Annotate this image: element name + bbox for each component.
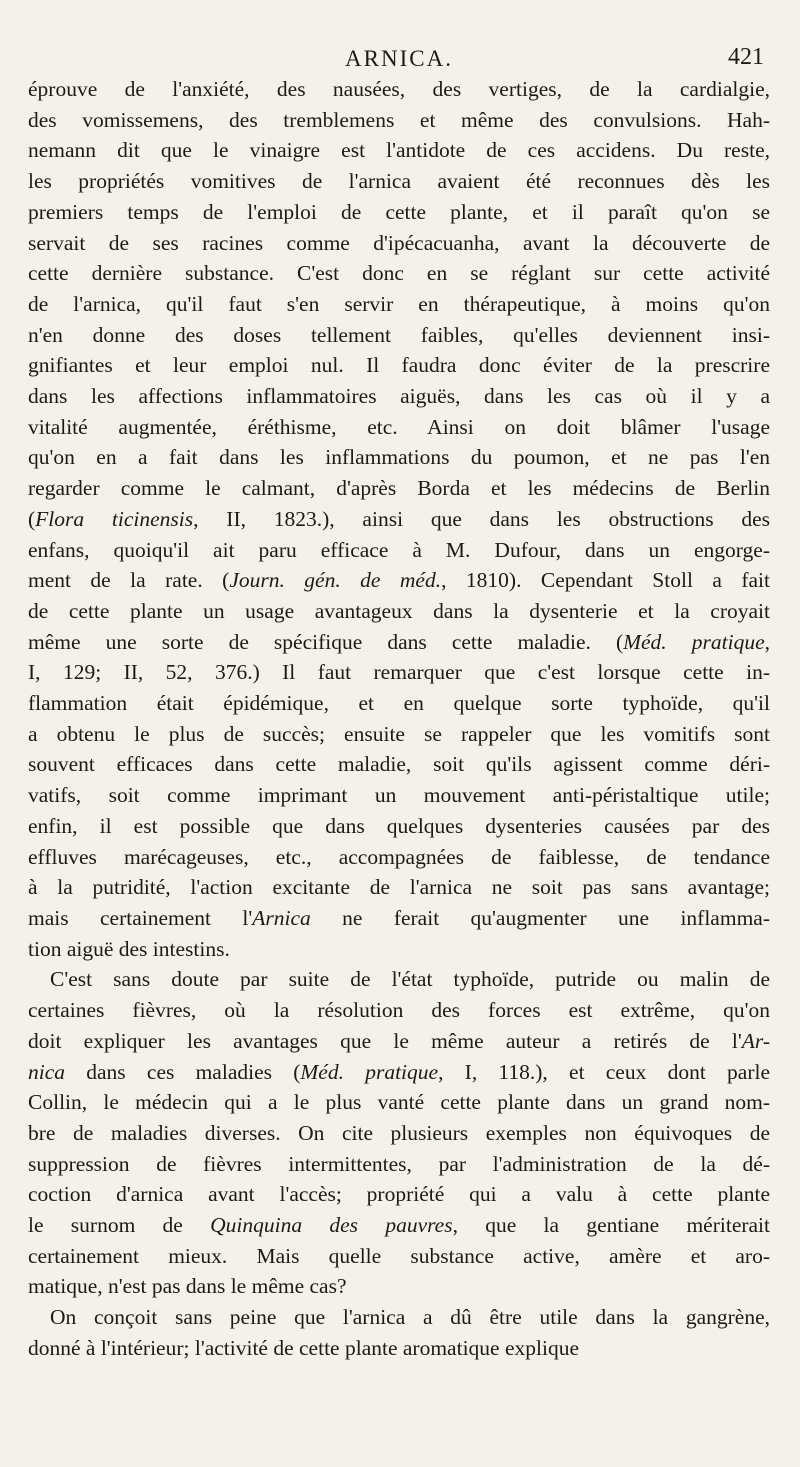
text-line: cette dernière substance. C'est donc en se réglant sur cette activité: [28, 261, 770, 286]
text-line: enfans, quoiqu'il ait paru efficace à M. Dufour, dans un engorge-: [28, 537, 770, 562]
running-title: ARNICA.: [345, 46, 453, 71]
paragraph: [28, 1302, 770, 1363]
text-line: souvent efficaces dans cette maladie, soit qu'ils agissent comme déri-: [28, 752, 770, 777]
text-line: premiers temps de l'emploi de cette plante, et il paraît qu'on se: [28, 199, 770, 224]
text-line: à la putridité, l'action excitante de l'arnica ne soit pas sans avantage;: [28, 875, 770, 900]
text-line: donné à l'intérieur; l'activité de cette plante aromatique explique: [28, 1335, 579, 1360]
text-line: On conçoit sans peine que l'arnica a dû être utile dans la gangrène,: [50, 1305, 770, 1330]
text-line: de l'arnica, qu'il faut s'en servir en thérapeutique, à moins qu'on: [28, 291, 770, 316]
text-line: a obtenu le plus de succès; ensuite se rappeler que les vomitifs sont: [28, 721, 770, 746]
page-number: 421: [728, 44, 764, 70]
text-line: doit expliquer les avantages que le même auteur a retirés de l'Ar-: [28, 1028, 770, 1053]
text-line: vitalité augmentée, éréthisme, etc. Ainsi on doit blâmer l'usage: [28, 414, 770, 439]
text-line: certaines fièvres, où la résolution des forces est extrême, qu'on: [28, 998, 770, 1023]
text-line: nemann dit que le vinaigre est l'antidote de ces accidens. Du reste,: [28, 138, 770, 163]
body-text: [28, 74, 770, 1364]
paragraph: [28, 74, 770, 964]
paragraph: [28, 964, 770, 1302]
text-line: gnifiantes et leur emploi nul. Il faudra donc éviter de la prescrire: [28, 353, 770, 378]
text-line: de cette plante un usage avantageux dans la dysenterie et la croyait: [28, 598, 770, 623]
text-line: même une sorte de spécifique dans cette maladie. (Méd. pratique,: [28, 629, 770, 654]
text-line: coction d'arnica avant l'accès; propriété qui a valu à cette plante: [28, 1182, 770, 1207]
text-line: C'est sans doute par suite de l'état typhoïde, putride ou malin de: [50, 967, 770, 992]
text-line: enfin, il est possible que dans quelques dysenteries causées par des: [28, 813, 770, 838]
text-line: vatifs, soit comme imprimant un mouvement anti-péristaltique utile;: [28, 783, 770, 808]
text-line: suppression de fièvres intermittentes, par l'administration de la dé-: [28, 1151, 770, 1176]
text-line: ment de la rate. (Journ. gén. de méd., 1810). Cependant Stoll a fait: [28, 568, 770, 593]
text-line: regarder comme le calmant, d'après Borda et les médecins de Berlin: [28, 476, 770, 501]
text-line: Collin, le médecin qui a le plus vanté cette plante dans un grand nom-: [28, 1090, 770, 1115]
text-line: qu'on en a fait dans les inflammations du poumon, et ne pas l'en: [28, 445, 770, 470]
text-line: les propriétés vomitives de l'arnica avaient été reconnues dès les: [28, 169, 770, 194]
text-line: le surnom de Quinquina des pauvres, que la gentiane mériterait: [28, 1213, 771, 1238]
page-header: [28, 0, 770, 74]
text-line: mais certainement l'Arnica ne ferait qu'augmenter une inflamma-: [28, 905, 770, 930]
text-line: servait de ses racines comme d'ipécacuanha, avant la découverte de: [28, 230, 770, 255]
text-line: éprouve de l'anxiété, des nausées, des vertiges, de la cardialgie,: [28, 77, 770, 101]
text-line: I, 129; II, 52, 376.) Il faut remarquer que c'est lorsque cette in-: [28, 660, 770, 685]
text-line: flammation était épidémique, et en quelque sorte typhoïde, qu'il: [28, 691, 770, 716]
text-line: nica dans ces maladies (Méd. pratique, I, 118.), et ceux dont parle: [28, 1059, 770, 1084]
text-line: tion aiguë des intestins.: [28, 936, 230, 961]
text-line: (Flora ticinensis, II, 1823.), ainsi que dans les obstructions des: [28, 506, 771, 531]
text-line: bre de maladies diverses. On cite plusieurs exemples non équivoques de: [28, 1120, 770, 1145]
text-line: des vomissemens, des tremblemens et même des convulsions. Hah-: [28, 107, 770, 132]
text-line: matique, n'est pas dans le même cas?: [28, 1274, 347, 1299]
text-line: effluves marécageuses, etc., accompagnées de faiblesse, de tendance: [28, 844, 770, 869]
text-line: n'en donne des doses tellement faibles, qu'elles deviennent insi-: [28, 322, 770, 347]
text-line: certainement mieux. Mais quelle substance active, amère et aro-: [28, 1243, 770, 1268]
text-line: dans les affections inflammatoires aiguës, dans les cas où il y a: [28, 384, 770, 409]
